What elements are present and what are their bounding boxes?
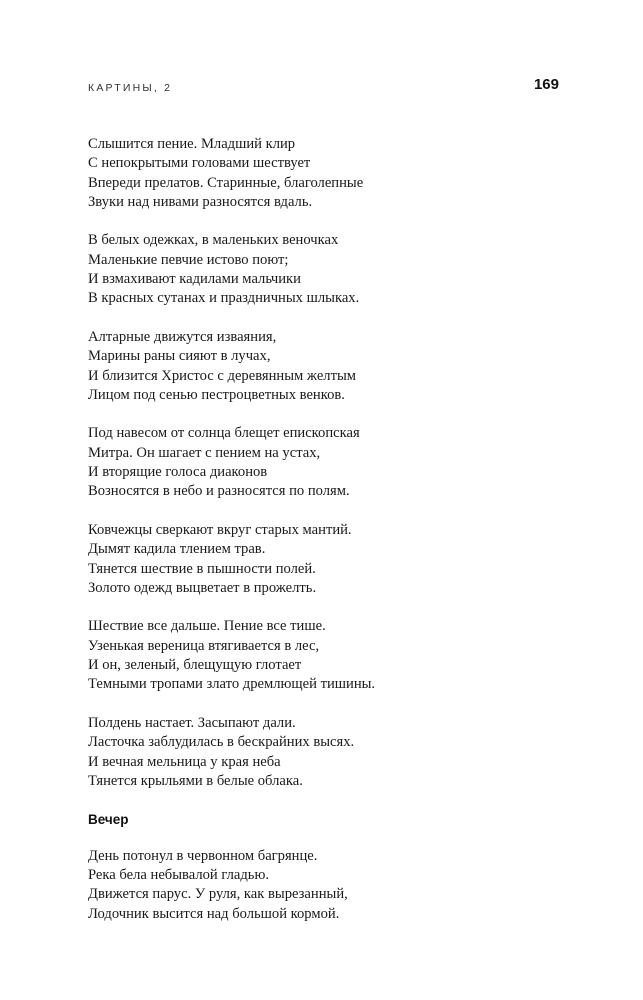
poem-line: Узенькая вереница втягивается в лес, [88,637,320,654]
poem-line: Дымят кадила тлением трав. [88,541,266,558]
poem-line: В белых одежках, в маленьких веночках [88,232,339,249]
poem-line: В красных сутанах и праздничных шлыках. [88,290,360,307]
poem-line: Алтарные движутся изваяния, [88,328,277,345]
poem-line: Тянется шествие в пышности полей. [88,560,316,577]
poem-line: И взмахивают кадилами мальчики [88,271,301,288]
poem-line: Марины раны сияют в лучах, [88,348,271,365]
stanza [88,328,568,405]
stanza [88,617,568,694]
poem-line: Звуки над нивами разносятся вдаль. [88,193,313,210]
poem-line: Слышится пение. Младший клир [88,136,296,152]
poem-line: Ласточка заблудилась в бескрайних высях. [88,734,355,751]
poem-line: И вечная мельница у края неба [88,753,281,770]
poem-line: Тянется крыльями в белые облака. [88,772,303,789]
poem-line: И вторящие голоса диаконов [88,464,268,481]
poem-line: День потонул в червонном багрянце. [88,847,318,864]
poem-line: Река бела небывалой гладью. [88,866,270,883]
stanza [88,135,568,212]
poem-line: Лодочник высится над большой кормой. [88,905,340,922]
poem-line: Ковчежцы сверкают вкруг старых мантий. [88,521,352,538]
poem-line: С непокрытыми головами шествует [88,155,311,172]
poem-body [88,135,568,924]
poem-line: Золото одежд выцветает в прожелть. [88,579,317,596]
section-title: Вечер [88,812,129,828]
running-head: КАРТИНЫ, 2 [88,82,173,94]
poem-line: Под навесом от солнца блещет епископская [88,425,360,442]
page-number: 169 [533,76,559,93]
poem-line: Лицом под сенью пестроцветных венков. [88,386,345,403]
stanza [88,424,568,501]
poem-line: И близится Христос с деревянным желтым [88,367,356,384]
stanza [88,521,568,598]
poem-line: Митра. Он шагает с пением на устах, [88,444,321,461]
stanza [88,714,568,791]
poem-line: И он, зеленый, блещущую глотает [88,657,302,674]
poem-line: Возносятся в небо и разносятся по полям. [88,483,350,500]
poem-line: Полдень настает. Засыпают дали. [88,714,296,731]
poem-line: Маленькие певчие истово поют; [88,251,289,268]
poem-line: Темными тропами злато дремлющей тишины. [88,676,376,693]
stanza [88,847,568,924]
poem-line: Шествие все дальше. Пение все тише. [88,618,326,635]
poem-line: Движется парус. У руля, как вырезанный, [88,886,348,903]
stanza [88,231,568,308]
poem-line: Впереди прелатов. Старинные, благолепные [88,174,364,191]
